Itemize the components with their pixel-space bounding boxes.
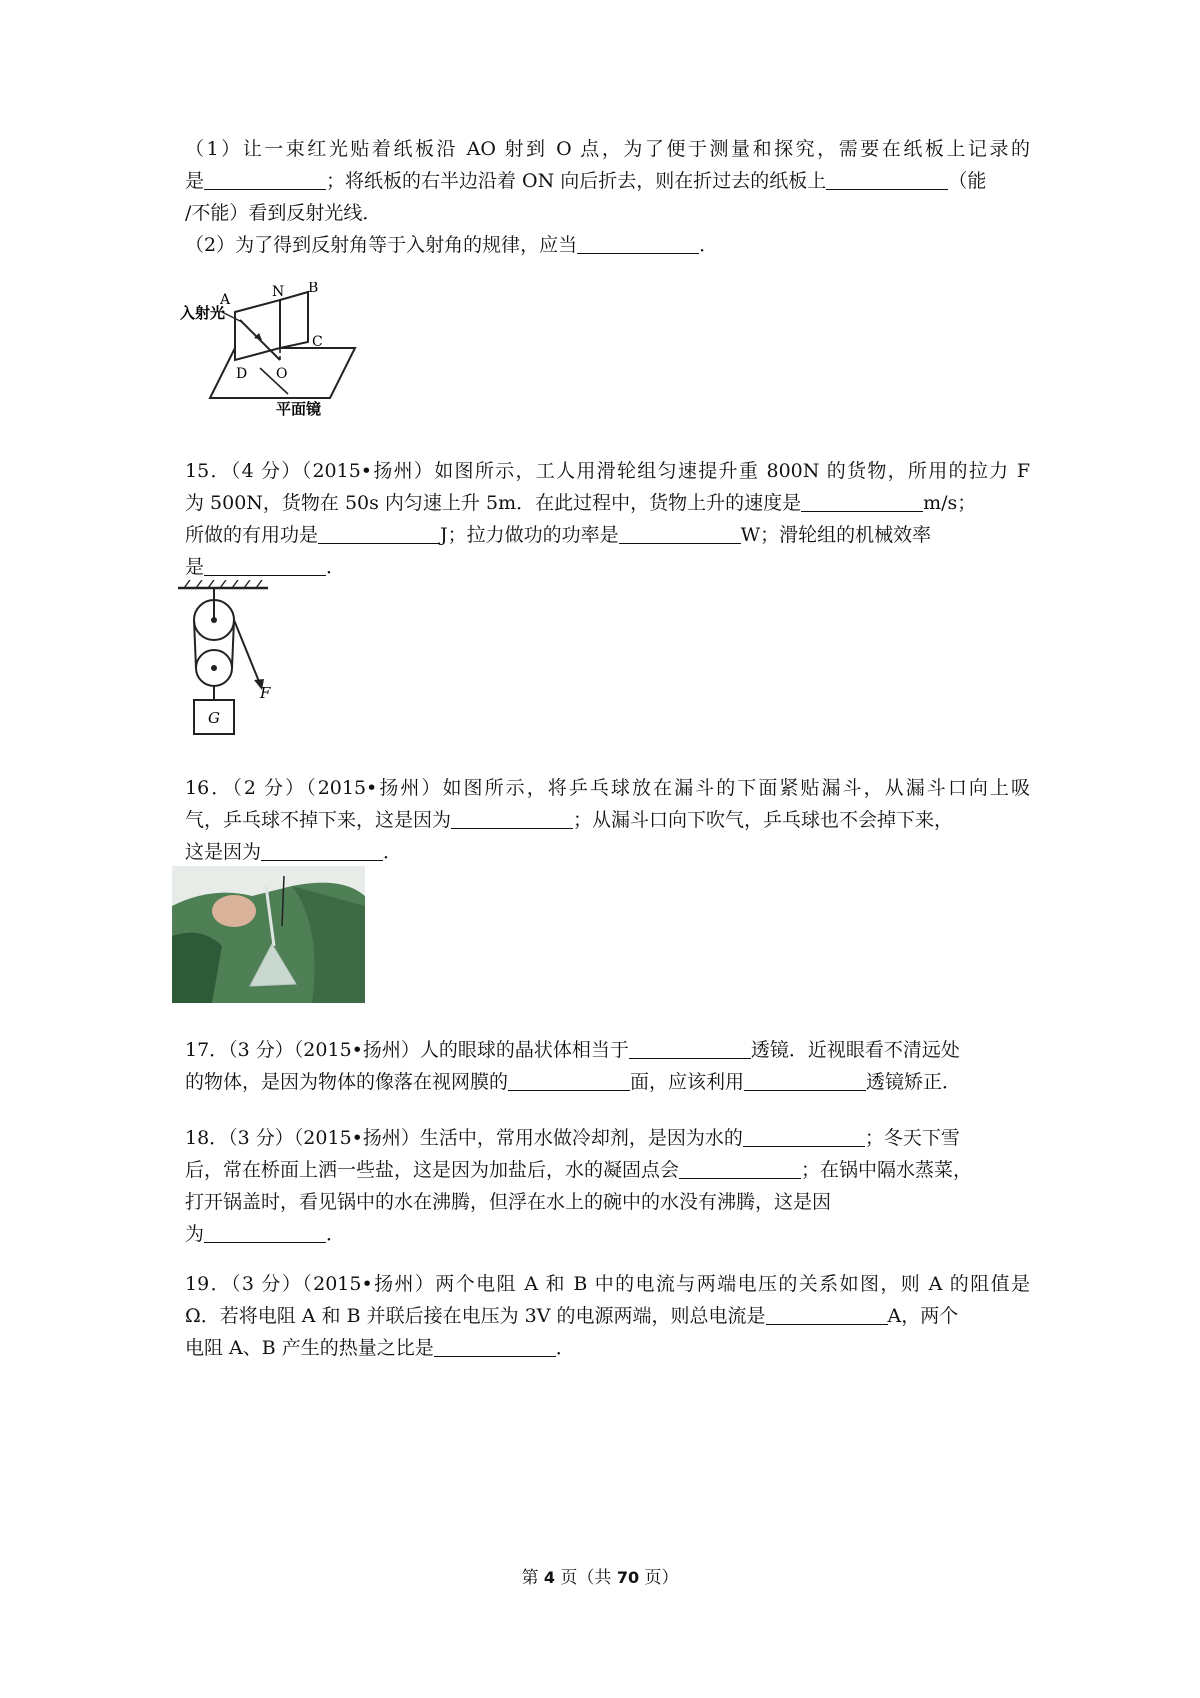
q16-text: 气，乒乓球不掉下来，这是因为 <box>185 809 452 831</box>
fixed-axle <box>211 617 217 623</box>
question-19 <box>185 1268 1030 1364</box>
q19-text: ． <box>555 1337 575 1359</box>
answer-blank[interactable] <box>743 1124 865 1147</box>
footer-text: 第 <box>521 1568 544 1588</box>
answer-blank[interactable] <box>577 231 699 254</box>
answer-blank[interactable] <box>826 167 948 190</box>
q16-line2 <box>185 804 1030 836</box>
label-c: C <box>312 334 323 350</box>
answer-blank[interactable] <box>508 1068 630 1091</box>
q14-text: ． <box>699 234 719 256</box>
answer-blank[interactable] <box>318 521 440 544</box>
rope-pull <box>234 620 260 684</box>
q15-line4 <box>185 551 1030 583</box>
q19-line1: 19．（3 分）（2015•扬州）两个电阻 A 和 B 中的电流与两端电压的关系如图，则 A 的阻值是 <box>185 1273 1030 1295</box>
q15-line3 <box>185 519 1030 551</box>
q16-text: 这是因为 <box>185 841 262 863</box>
answer-blank[interactable] <box>451 806 573 829</box>
q15-text: W；滑轮组的机械效率 <box>740 524 932 546</box>
q14-line1: （1）让一束红光贴着纸板沿 AO 射到 O 点，为了便于测量和探究，需要在纸板上记录的 <box>185 138 1030 160</box>
answer-blank[interactable] <box>619 521 741 544</box>
hand <box>212 895 256 927</box>
q18-line3: 打开锅盖时，看见锅中的水在沸腾，但浮在水上的碗中的水没有沸腾，这是因 <box>185 1191 832 1213</box>
q17-text: 的物体，是因为物体的像落在视网膜的 <box>185 1071 509 1093</box>
q14-text: 是 <box>185 170 205 192</box>
pulley-figure <box>178 580 288 745</box>
q15-text: 所做的有用功是 <box>185 524 319 546</box>
page-number: 4 <box>543 1568 556 1587</box>
question-15 <box>185 455 1030 583</box>
q14-text: ；将纸板的右半边沿着 ON 向后折去，则在折过去的纸板上 <box>326 170 827 192</box>
q15-text: m/s； <box>923 492 977 514</box>
q18-text: 18．（3 分）（2015•扬州）生活中，常用水做冷却剂，是因为水的 <box>185 1127 743 1149</box>
question-18 <box>185 1122 1030 1250</box>
label-n: N <box>272 284 285 300</box>
page-footer <box>0 1563 1200 1588</box>
q14-part2 <box>185 229 1030 261</box>
q15-text: 为 500N，货物在 50s 内匀速上升 5m．在此过程中，货物上升的速度是 <box>185 492 802 514</box>
footer-text: 页） <box>639 1568 679 1588</box>
q18-line2 <box>185 1154 1030 1186</box>
label-g: G <box>208 709 220 727</box>
question-16 <box>185 772 1030 868</box>
label-o: O <box>276 366 288 382</box>
answer-blank[interactable] <box>744 1068 866 1091</box>
q19-text: 电阻 A、B 产生的热量之比是 <box>185 1337 434 1359</box>
answer-blank[interactable] <box>801 489 923 512</box>
footer-text: 页（共 <box>555 1568 617 1588</box>
q18-line1 <box>185 1122 1030 1154</box>
label-a: A <box>220 292 231 308</box>
answer-blank[interactable] <box>434 1334 556 1357</box>
q17-text: 17．（3 分）（2015•扬州）人的眼球的晶状体相当于 <box>185 1039 629 1061</box>
q14-text: （2）为了得到反射角等于入射角的规律，应当 <box>185 234 578 256</box>
q15-line2 <box>185 487 1030 519</box>
funnel-photo <box>172 866 365 1003</box>
q16-line3 <box>185 836 1030 868</box>
q18-line4 <box>185 1218 1030 1250</box>
label-d: D <box>236 366 248 382</box>
q18-text: ；在锅中隔水蒸菜， <box>801 1159 973 1181</box>
answer-blank[interactable] <box>629 1036 751 1059</box>
q17-text: 透镜矫正． <box>866 1071 962 1093</box>
q14-part1 <box>185 133 1030 261</box>
total-pages: 70 <box>616 1568 640 1587</box>
q16-text: ；从漏斗口向下吹气，乒乓球也不会掉下来， <box>573 809 954 831</box>
q18-text: ． <box>326 1223 346 1245</box>
label-f: F <box>260 684 271 702</box>
q17-text: 透镜．近视眼看不清远处 <box>750 1039 960 1061</box>
question-17 <box>185 1034 1030 1098</box>
q18-text: ；冬天下雪 <box>864 1127 960 1149</box>
q17-text: 面，应该利用 <box>630 1071 745 1093</box>
q15-text: 是 <box>185 556 205 578</box>
answer-blank[interactable] <box>261 838 383 861</box>
q16-line1: 16．（2 分）（2015•扬州）如图所示，将乒乓球放在漏斗的下面紧贴漏斗，从漏斗口向上吸 <box>185 777 1030 799</box>
left-board <box>235 300 280 360</box>
answer-blank[interactable] <box>766 1302 888 1325</box>
right-board <box>280 292 308 348</box>
label-mirror: 平面镜 <box>276 400 322 418</box>
reflection-figure <box>180 282 400 442</box>
q15-text: ． <box>326 556 346 578</box>
q15-text: J；拉力做功的功率是 <box>440 524 619 546</box>
q18-text: 后，常在桥面上洒一些盐，这是因为加盐后，水的凝固点会 <box>185 1159 680 1181</box>
q18-text: 为 <box>185 1223 205 1245</box>
q16-text: ． <box>383 841 403 863</box>
q14-line3: /不能）看到反射光线． <box>185 202 382 224</box>
answer-blank[interactable] <box>204 1220 326 1243</box>
label-incident: 入射光 <box>180 304 226 322</box>
answer-blank[interactable] <box>204 167 326 190</box>
q19-line2 <box>185 1300 1030 1332</box>
q19-text: Ω．若将电阻 A 和 B 并联后接在电压为 3V 的电源两端，则总电流是 <box>185 1305 766 1327</box>
q15-line1: 15．（4 分）（2015•扬州）如图所示，工人用滑轮组匀速提升重 800N 的货物，所用的拉力 F <box>185 460 1030 482</box>
q14-text: （能 <box>948 170 987 192</box>
q14-line2 <box>185 165 1030 197</box>
q19-text: A，两个 <box>887 1305 959 1327</box>
label-b: B <box>308 282 319 296</box>
answer-blank[interactable] <box>679 1156 801 1179</box>
movable-axle <box>211 665 217 671</box>
q17-line2 <box>185 1066 1030 1098</box>
q19-line3 <box>185 1332 1030 1364</box>
q17-line1 <box>185 1034 1030 1066</box>
answer-blank[interactable] <box>204 553 326 576</box>
